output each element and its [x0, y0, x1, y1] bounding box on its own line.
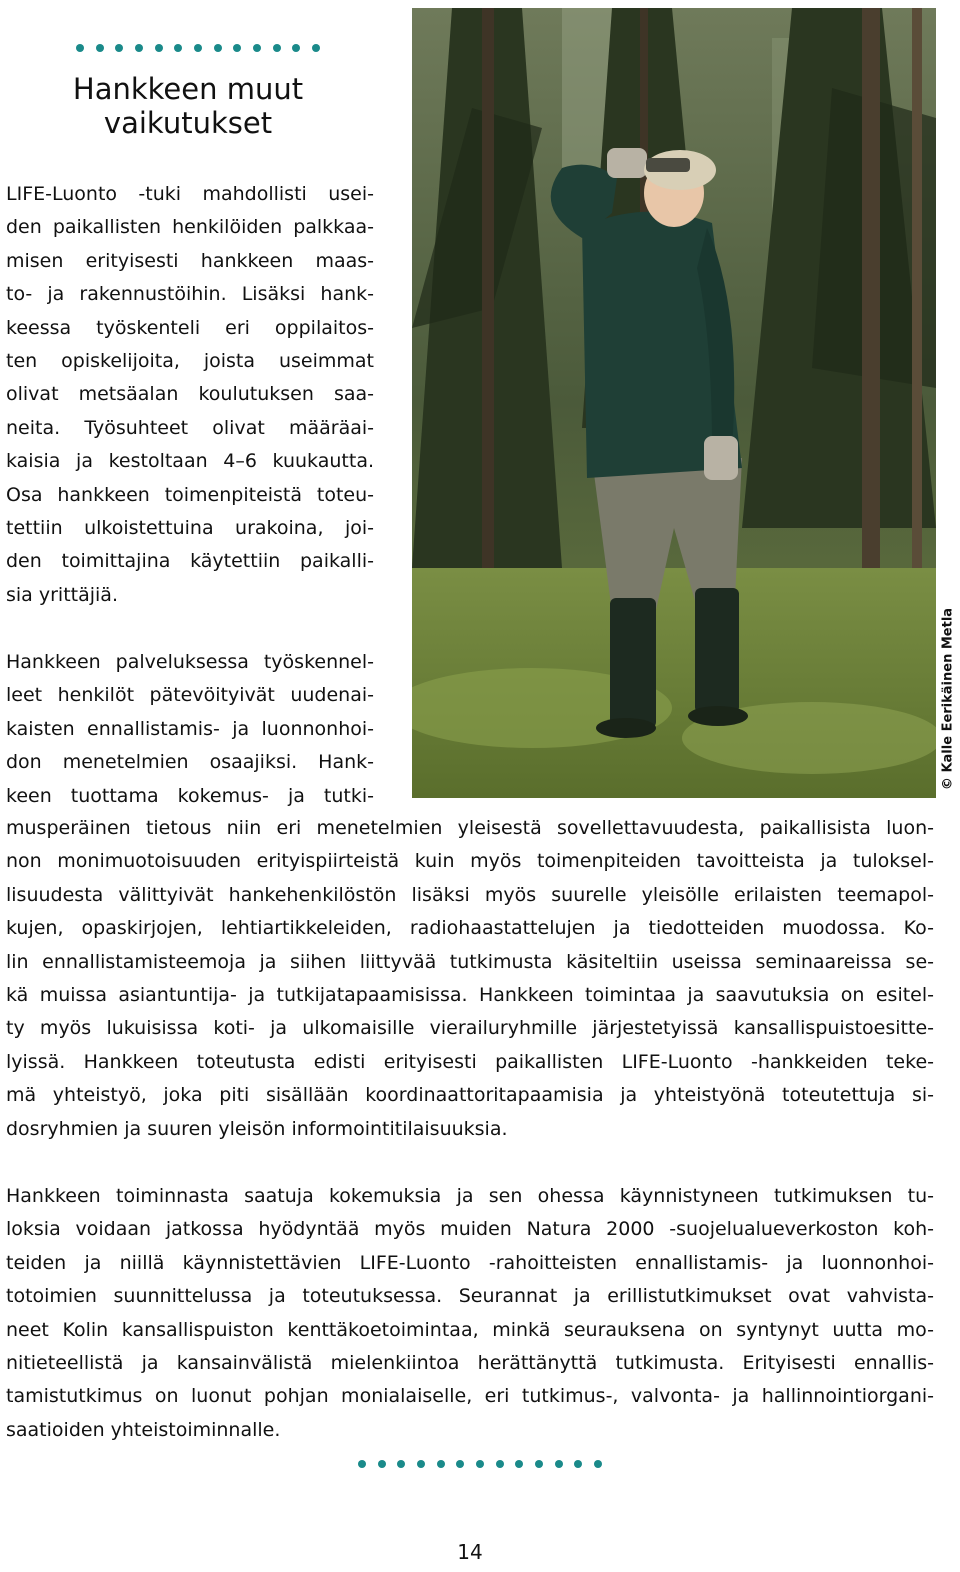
text-line: leet henkilöt pätevöityivät uudenai- [6, 684, 374, 707]
text-line: Hankkeen palveluksessa työskennel- [6, 651, 374, 673]
text-line: mä yhteistyö, joka piti sisällään koordinaattoritapaamisia ja yhteistyönä toteutettuja si- [6, 1084, 934, 1107]
text-line: non monimuotoisuuden erityispiirteistä kuin myös toimenpiteiden tavoitteista ja tuloksel- [6, 850, 934, 873]
text-line: kaisten ennallistamis- ja luonnonhoi- [6, 717, 374, 740]
text-line: teiden ja niillä käynnistettävien LIFE-Luonto -rahoitteisten ennallistamis- ja luonnonhoi- [6, 1251, 934, 1274]
forest-photo [412, 8, 936, 798]
text-line: dosryhmien ja suuren yleisön informointitilaisuuksia. [6, 1117, 508, 1140]
text-line: kä muissa asiantuntija- ja tutkijatapaamisissa. Hankkeen toimintaa ja saavutuksia on esitel- [6, 984, 934, 1007]
text-line: olivat metsäalan koulutuksen saa- [6, 383, 374, 406]
text-line: lin ennallistamisteemoja ja siihen liittyvää tutkimusta käsiteltiin useissa seminaareissa se- [6, 950, 934, 973]
text-line: tettiin ulkoistettuina urakoina, joi- [6, 517, 374, 540]
text-line: don menetelmien osaajiksi. Hank- [6, 751, 374, 774]
text-line: den toimittajina käytettiin paikalli- [6, 550, 374, 573]
text-line: lisuudesta välittyivät hankehenkilöstön lisäksi myös suurelle yleisölle erilaisten teemapol- [6, 883, 934, 906]
text-line: saatioiden yhteistoiminnalle. [6, 1418, 281, 1441]
text-line: kaisia ja kestoltaan 4–6 kuukautta. [6, 450, 374, 473]
text-line: neita. Työsuhteet olivat määräai- [6, 416, 374, 439]
text-line: ten opiskelijoita, joista useimmat [6, 350, 374, 373]
text-line: lyissä. Hankkeen toteutusta edisti erityisesti paikallisten LIFE-Luonto -hankkeiden teke- [6, 1050, 934, 1073]
text-line: to- ja rakennustöihin. Lisäksi hank- [6, 283, 374, 306]
text-line: Osa hankkeen toimenpiteistä toteu- [6, 483, 374, 506]
text-line: kujen, opaskirjojen, lehtiartikkeleiden, radiohaastattelujen ja tiedotteiden muodossa. Ko- [6, 917, 934, 940]
text-line: tamistutkimus on luonut pohjan monialaiselle, eri tutkimus-, valvonta- ja hallinnointiorgani- [6, 1385, 934, 1408]
text-line: totoimien suunnittelussa ja toteutuksessa. Seurannat ja erillistutkimukset ovat vahvista- [6, 1285, 934, 1308]
photo-credit: © Kalle Eerikäinen Metla [940, 607, 956, 791]
page-number: 14 [457, 1540, 483, 1564]
text-line: den paikallisten henkilöiden palkkaa- [6, 216, 374, 239]
text-line: loksia voidaan jatkossa hyödyntää myös muiden Natura 2000 -suojelualueverkoston koh- [6, 1218, 934, 1241]
paragraph-3 [6, 812, 934, 1146]
paragraph-4 [6, 1180, 934, 1447]
paragraph-1 [6, 178, 374, 612]
text-line: musperäinen tietous niin eri menetelmien yleisestä sovellettavuudesta, paikallisista luon- [6, 817, 934, 839]
decorative-dots-top [76, 44, 320, 52]
text-line: LIFE-Luonto -tuki mahdollisti usei- [6, 183, 374, 205]
text-line: ty myös lukuisissa koti- ja ulkomaisille vierailuryhmille järjestetyissä kansallispuistoesitte- [6, 1017, 934, 1040]
decorative-dots-bottom [358, 1460, 602, 1468]
text-line: misen erityisesti hankkeen maas- [6, 249, 374, 272]
text-line: Hankkeen toiminnasta saatuja kokemuksia ja sen ohessa käynnistyneen tutkimuksen tu- [6, 1185, 934, 1207]
paragraph-2 [6, 646, 374, 813]
text-line: keen tuottama kokemus- ja tutki- [6, 784, 374, 807]
text-line: nitieteellistä ja kansainvälistä mielenkiintoa herättänyttä tutkimusta. Erityisesti ennallis- [6, 1352, 934, 1375]
text-line: sia yrittäjiä. [6, 583, 118, 606]
text-line: neet Kolin kansallispuiston kenttäkoetoimintaa, minkä seurauksena on syntynyt uutta mo- [6, 1318, 934, 1341]
section-heading: Hankkeen muut vaikutukset [72, 72, 304, 140]
text-line: keessa työskenteli eri oppilaitos- [6, 316, 374, 339]
